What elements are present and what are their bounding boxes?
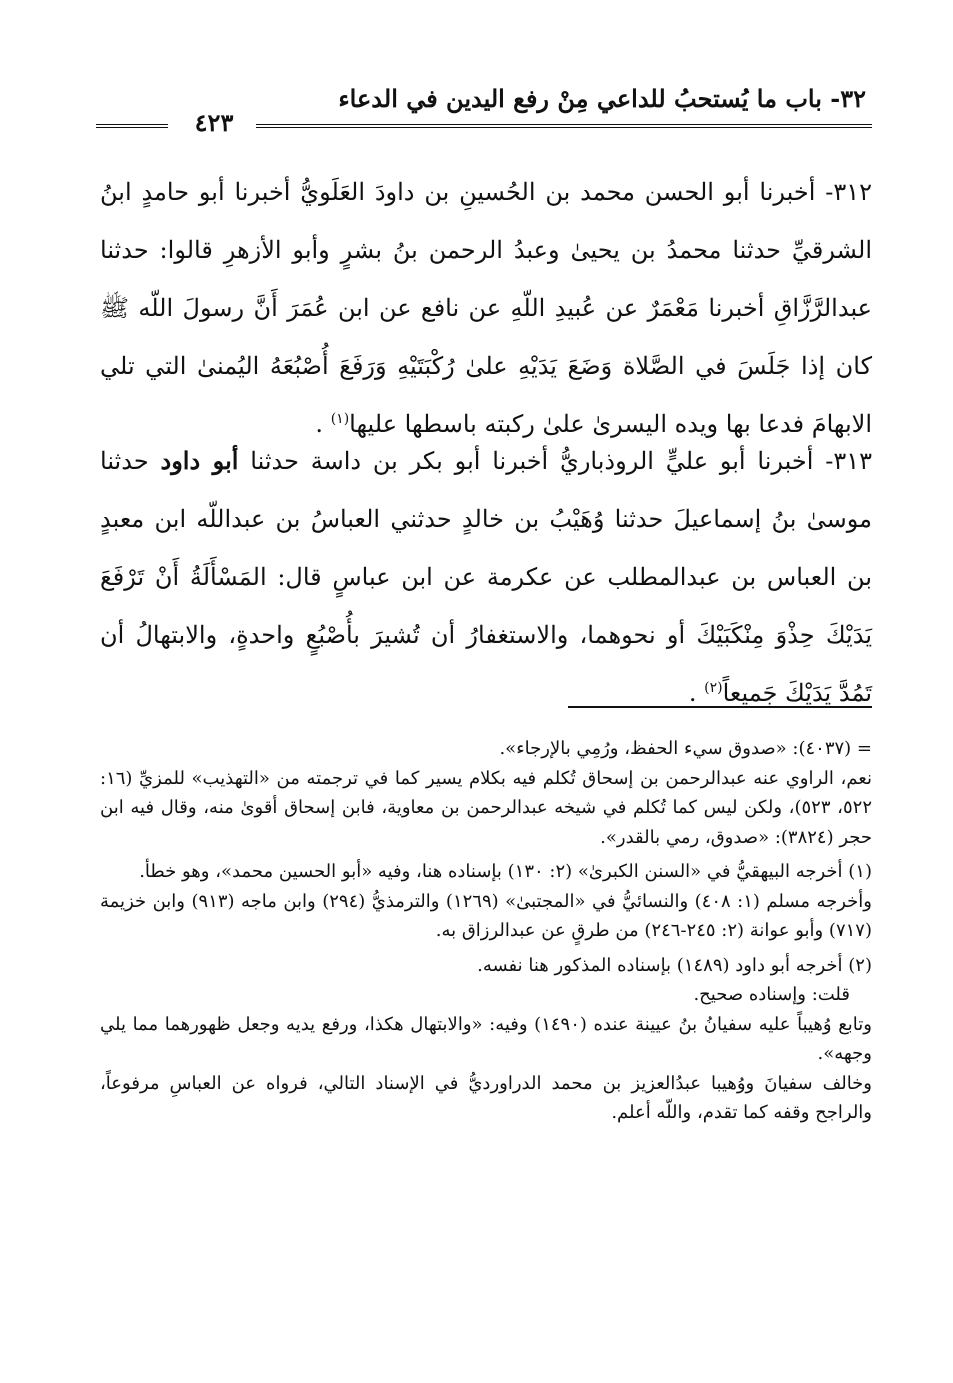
- hadith-313: [100, 432, 872, 722]
- hadith-number: ٣١٢-: [825, 178, 872, 206]
- footnote-ref[interactable]: (٢): [704, 680, 723, 696]
- hadith-bold-name: أبو داود: [160, 446, 239, 475]
- hadith-text: حدثنا موسىٰ بنُ إسماعيلَ حدثنا وُهَيْبُ بن خالدٍ حدثني العباسُ بن عبداللّه ابن معبدٍ بن العباس بن عبدالمطلب عن عكرمة عن ابن عباسٍ قال: المَسْأَلَةُ أَنْ تَرْفَعَ يَدَيْكَ حِذْوَ مِنْكَبَيْكَ أو نحوهما، والاستغفارُ أن تُشيرَ بأُصْبُعٍ واحدةٍ، والابتهالُ أن تَمُدَّ يَدَيْكَ جَميعاً: [100, 447, 872, 707]
- footnote-ref[interactable]: (١): [330, 411, 350, 427]
- page-header: [96, 82, 872, 144]
- footnote-line: وخالف سفيانَ ووُهيبا عبدُالعزيز بن محمد الدراورديُّ في الإسناد التالي، فرواه عن العباسِ مرفوعاً، والراجح وقفه كما تقدم، واللّه أعلم.: [100, 1072, 872, 1123]
- header-rule: [256, 124, 872, 131]
- footnote-1: [100, 857, 872, 946]
- footnote-line: وتابع وُهيباً عليه سفيانُ بنُ عيينة عنده (١٤٩٠) وفيه: «والابتهال هكذا، ورفع يديه وجعل ظهورهما مما يلي وجهه».: [100, 1013, 872, 1064]
- page-number: ٤٢٣: [194, 108, 234, 137]
- footnote-line: قلت: وإسناده صحيح.: [693, 984, 850, 1005]
- hadith-312: [100, 163, 872, 453]
- footnote-continued: [100, 734, 872, 852]
- hadith-text: أخبرنا أبو الحسن محمد بن الحُسينِ بن داودَ العَلَويُّ أخبرنا أبو حامدٍ ابنُ الشرقيِّ حدثنا محمدُ بن يحيىٰ وعبدُ الرحمن بنُ بشرٍ وأبو الأزهرِ قالوا: حدثنا عبدالرَّزَّاقِ أخبرنا مَعْمَرٌ عن عُبيدِ اللّهِ عن نافع عن ابن عُمَرَ أَنَّ رسولَ اللّه ﷺ كان إذا جَلَسَ في الصَّلاة وَضَعَ يَدَيْهِ علىٰ رُكْبَتَيْهِ وَرَفَعَ أُصْبُعَهُ اليُمنىٰ التي تلي الابهامَ فدعا بها ويده اليسرىٰ علىٰ ركبته باسطها عليها: [100, 178, 872, 438]
- footnotes: [100, 734, 872, 1133]
- hadith-end: .: [315, 410, 331, 438]
- footnote-line: نعم، الراوي عنه عبدالرحمن بن إسحاق تُكلم فيه بكلام يسير كما في ترجمته من «التهذيب» للمزيِّ (١٦: ٥٢٢، ٥٢٣)، ولكن ليس كما تُكلم في شيخه عبدالرحمن بن معاوية، فابن إسحاق أقوىٰ منه، وقال فيه ابن حجر (٣٨٢٤): «صدوق، رمي بالقدر».: [100, 767, 872, 848]
- footnote-separator: [568, 706, 872, 708]
- footnote-line: (١) أخرجه البيهقيُّ في «السنن الكبرىٰ» (٢: ١٣٠) بإسناده هنا، وفيه «أبو الحسين محمد»، وهو خطأ.: [139, 861, 872, 882]
- hadith-number: ٣١٣-: [825, 447, 872, 475]
- hadith-end: .: [688, 679, 705, 707]
- header-rule-left: [96, 124, 168, 131]
- chapter-title: ٣٢- باب ما يُستحبُ للداعي مِنْ رفع اليدين في الدعاء: [338, 84, 866, 113]
- footnote-line: = (٤٠٣٧): «صدوق سيء الحفظ، ورُمِي بالإرجاء».: [499, 738, 872, 759]
- hadith-text-before: أخبرنا أبو عليٍّ الروذباريُّ أخبرنا أبو بكر بن داسة حدثنا: [250, 447, 814, 475]
- footnote-line: (٢) أخرجه أبو داود (١٤٨٩) بإسناده المذكور هنا نفسه.: [477, 954, 872, 976]
- footnote-line: وأخرجه مسلم (١: ٤٠٨) والنسائيُّ في «المجتبىٰ» (١٢٦٩) والترمذيُّ (٢٩٤) وابن ماجه (٩١٣) وابن خزيمة (٧١٧) وأبو عوانة (٢: ٢٤٥-٢٤٦) من طرقٍ عن عبدالرزاق به.: [100, 890, 872, 941]
- footnote-2: [100, 951, 872, 1128]
